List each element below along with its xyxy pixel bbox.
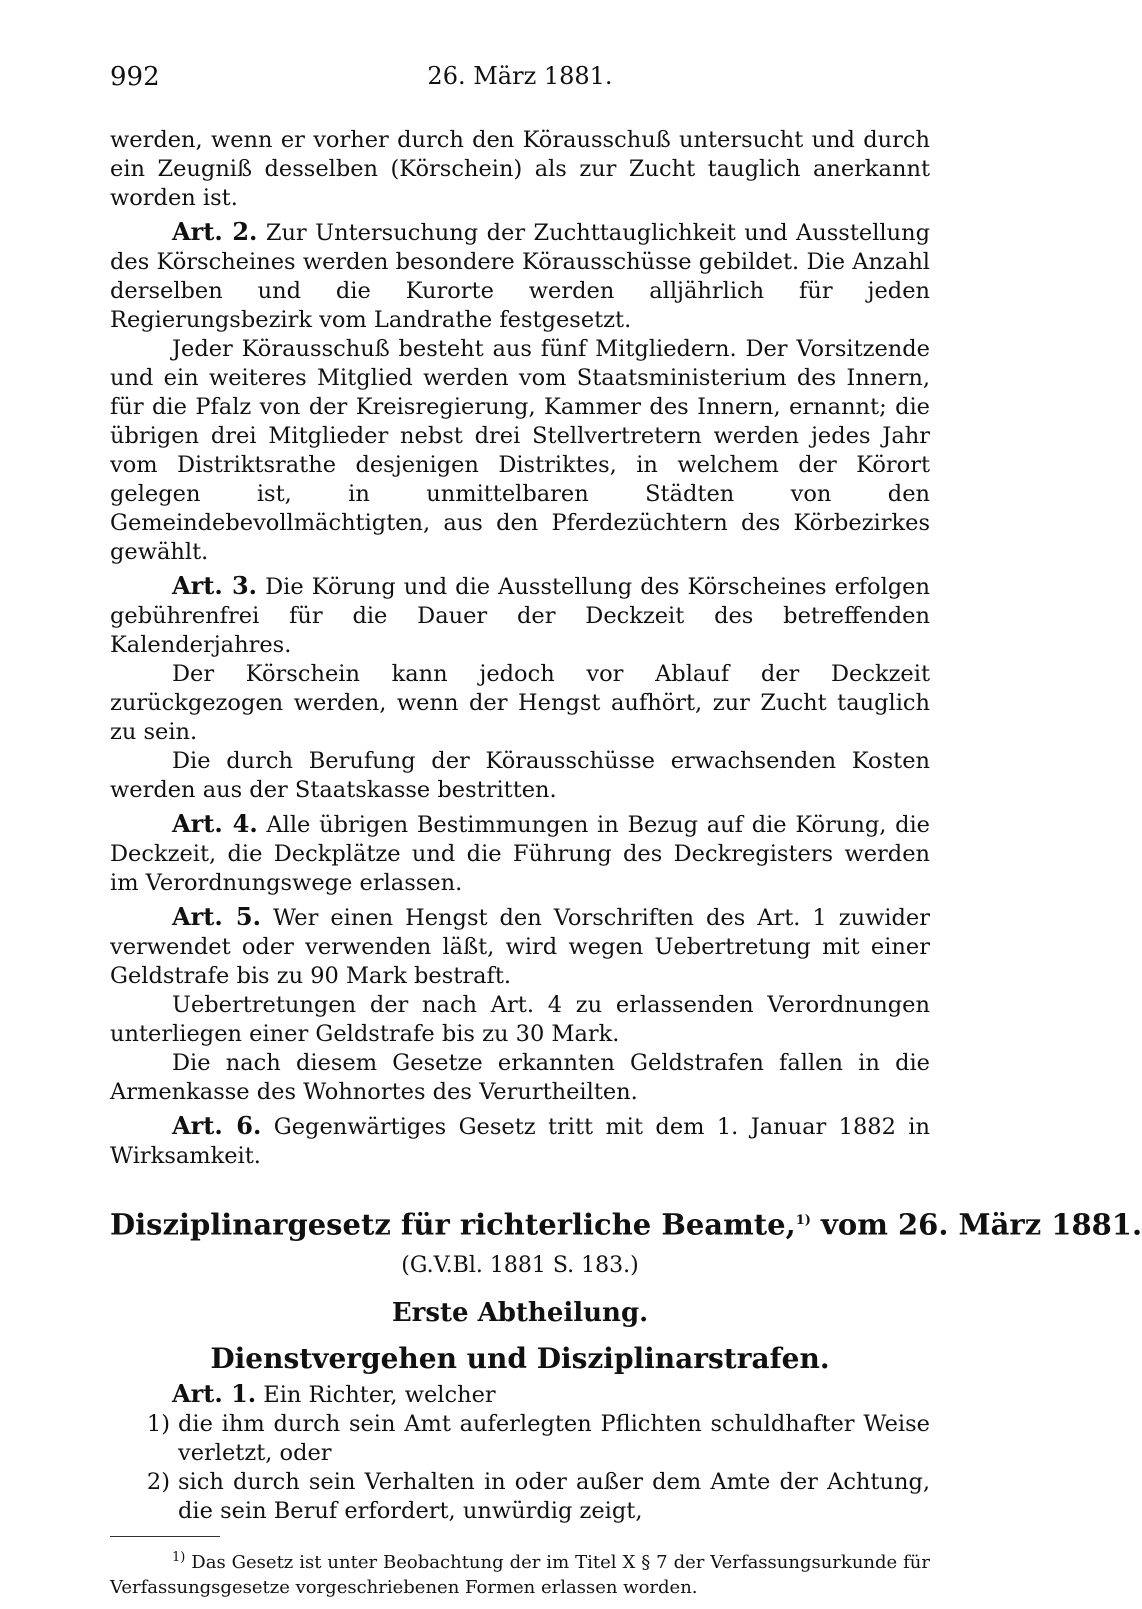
article-label: Art. 3.: [172, 571, 258, 600]
list-text: sich durch sein Verhalten in oder außer dem Amte der Achtung, die sein Beruf erfordert, unwürdig zeigt,: [178, 1468, 930, 1524]
page-number: 992: [110, 62, 160, 92]
list-number: 2): [146, 1468, 170, 1495]
footnote-ref: 1): [795, 1213, 811, 1228]
article-5: [110, 902, 930, 991]
footnote: [110, 1545, 930, 1600]
law-title: [110, 1201, 1142, 1245]
list-item: [110, 1468, 930, 1526]
article-text: Alle übrigen Bestimmungen in Bezug auf die Körung, die Deckzeit, die Deckplätze und die Führung des Deckregisters werden im Verordnungswege erlassen.: [110, 812, 930, 896]
article-2: [110, 217, 930, 335]
article-6: [110, 1111, 930, 1171]
paragraph: Jeder Körausschuß besteht aus fünf Mitgliedern. Der Vorsitzende und ein weiteres Mitglied werden vom Staatsministerium des Innern, für die Pfalz von der Kreisregierung, Kammer des Innern, ernannt; die übrigen drei Mitglieder nebst drei Stellvertretern werden jedes Jahr vom Distriktsrathe desjenigen Distriktes, in welchem der Körort gelegen ist, in unmittelbaren Städten von den Gemeindebevollmächtigten, aus den Pferdezüchtern des Körbezirkes gewählt.: [110, 336, 930, 565]
article-3: [110, 571, 930, 660]
law-title-date: vom 26. März 1881.: [810, 1207, 1142, 1242]
article-text: Wer einen Hengst den Vorschriften des Art. 1 zuwider verwendet oder verwenden läßt, wird wegen Uebertretung mit einer Geldstrafe bis zu 90 Mark bestraft.: [110, 905, 931, 989]
article-1: [110, 1379, 930, 1410]
paragraph: Der Körschein kann jedoch vor Ablauf der Deckzeit zurückgezogen werden, wenn der Hengst aufhört, zur Zucht tauglich zu sein.: [110, 661, 930, 745]
source-citation: (G.V.Bl. 1881 S. 183.): [401, 1252, 639, 1278]
list-item: [110, 1410, 930, 1468]
article-label: Art. 5.: [172, 902, 261, 931]
footnote-rule: [110, 1536, 220, 1537]
page-body: [110, 126, 1142, 1600]
paragraph: Die durch Berufung der Körausschüsse erwachsenden Kosten werden aus der Staatskasse bestritten.: [110, 748, 930, 803]
page-header: [110, 62, 930, 102]
paragraph-continuation: werden, wenn er vorher durch den Körausschuß untersucht und durch ein Zeugniß desselben (Körschein) als zur Zucht tauglich anerkannt worden ist.: [110, 127, 930, 211]
article-text: Gegenwärtiges Gesetz tritt mit dem 1. Januar 1882 in Wirksamkeit.: [110, 1114, 930, 1169]
article-label: Art. 1.: [172, 1378, 257, 1408]
list-text: die ihm durch sein Amt auferlegten Pflichten schuldhafter Weise verletzt, oder: [178, 1410, 930, 1466]
article-label: Art. 4.: [172, 809, 258, 838]
article-4: [110, 809, 930, 898]
article-label: Art. 6.: [172, 1111, 262, 1140]
article-label: Art. 2.: [172, 217, 258, 246]
paragraph: Uebertretungen der nach Art. 4 zu erlassenden Verordnungen unterliegen einer Geldstrafe bis zu 30 Mark.: [110, 992, 930, 1047]
running-date: 26. März 1881.: [427, 62, 613, 90]
section-title: Dienstvergehen und Disziplinarstrafen.: [210, 1341, 830, 1375]
list-number: 1): [146, 1410, 170, 1437]
section-heading: Erste Abtheilung.: [391, 1297, 649, 1328]
article-text: Ein Richter, welcher: [263, 1381, 496, 1408]
article-text: Die Körung und die Ausstellung des Körscheines erfolgen gebührenfrei für die Dauer der Deckzeit des betreffenden Kalenderjahres.: [110, 574, 930, 658]
law-title-text: Disziplinargesetz für richterliche Beamte,: [110, 1207, 796, 1242]
paragraph: Die nach diesem Gesetze erkannten Geldstrafen fallen in die Armenkasse des Wohnortes des Verurtheilten.: [110, 1050, 930, 1105]
article-text: Zur Untersuchung der Zuchttauglichkeit und Ausstellung des Körscheines werden besondere Körausschüsse gebildet. Die Anzahl derselben und die Kurorte werden alljährlich für jeden Regierungsbezirk vom Landrathe festgesetzt.: [110, 220, 930, 333]
footnote-text: Das Gesetz ist unter Beobachtung der im Titel X § 7 der Verfassungsurkunde für Verfassungsgesetze vorgeschriebenen Formen erlassen worden.: [110, 1551, 930, 1598]
footnote-mark: 1): [172, 1549, 186, 1565]
